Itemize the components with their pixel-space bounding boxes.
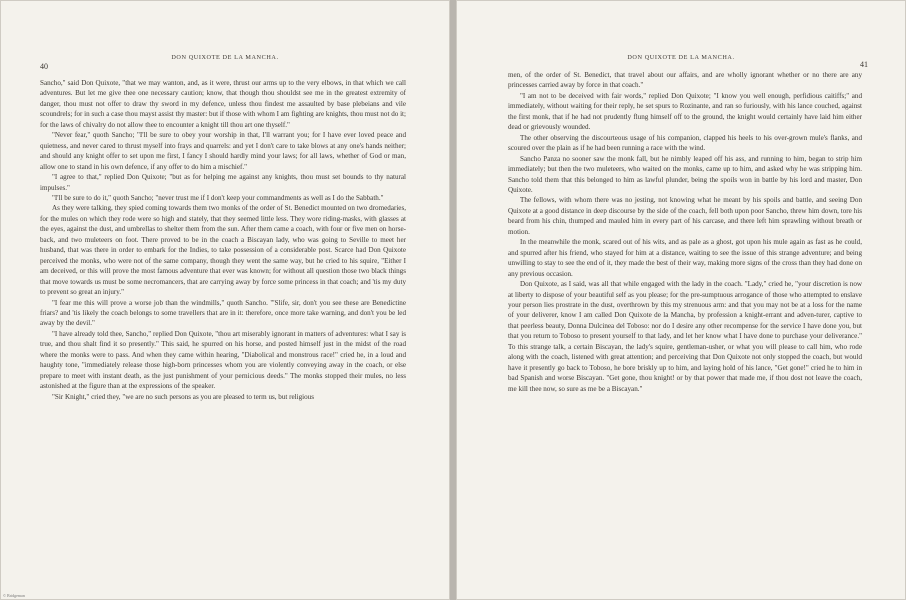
page-number-left: 40 — [40, 62, 48, 71]
paragraph: In the meanwhile the monk, scared out of his wits, and as pale as a ghost, got upon his mule again as fast as he could, and spurred after his friend, who stayed for him at a distance, waiting to see the issue of this strange adventure; and being unwilling to stay to see the end of it, they made the best of their way, making more signs of the cross than they had done on any previous occasion. — [508, 238, 862, 278]
page-number-right: 41 — [860, 60, 868, 69]
paragraph: "I agree to that," replied Don Quixote; "but as for helping me against any knights, thou must set bounds to thy natural impulses." — [40, 173, 406, 192]
paragraph: "I'll be sure to do it," quoth Sancho; "never trust me if I don't keep your commandments as well as I do the Sabbath." — [52, 193, 384, 202]
paragraph: "Sir Knight," cried they, "we are no such persons as you are pleased to term us, but religious — [52, 392, 314, 401]
paragraph: "I fear me this will prove a worse job than the windmills," quoth Sancho. "'Slife, sir, don't you see these are Benedictine friars? and 'tis likely the coach belongs to some travellers that are in it: therefore, once more take warning, and don't you be led away by the devil." — [40, 298, 406, 328]
copyright-mark: © Bridgeman — [3, 593, 25, 598]
paragraph: Don Quixote, as I said, was all that while engaged with the lady in the coach. "Lady," cried he, "your discretion is now at liberty to dispose of your beautiful self as you please; for the pre-sumptuous arrogance of those who attempted to enslave your person lies prostrate in the dust, overthrown by this my strenuous arm: and that you may not be at a loss for the name of your deliverer, know I am called Don Quixote de la Mancha, by profession a knight-errant and adven-turer, captive to that peerless beauty, Donna Dulcinea del Toboso: nor do I desire any other recompense for the service I have done you, but that you return to Toboso to present yourself to that lady, and let her know what I have done to purchase your deliverance." To this strange talk, a certain Biscayan, the lady's squire, gentleman-usher, or what you will please to call him, who rode along with the coach, listened with great attention; and perceiving that Don Quixote not only stopped the coach, but would have it presently go back to Toboso, he bore briskly up to him, and laying hold of his lance, "Get gone!" cried he to him in bad Spanish and worse Biscayan. "Get gone, thou knight! or by that power that made me, if thou dost not leave the coach, me kill thee now, so sure as me be a Biscayan." — [508, 280, 862, 393]
paragraph: Sancho," said Don Quixote, "that we may wanton, and, as it were, thrust our arms up to the very elbows, in that which we call adventures. But let me give thee one necessary caution; know, that though thou shouldst see me in the greatest extremity of danger, thou must not offer to draw thy sword in my defence, unless thou findest me assaulted by base plebeians and vile scoundrels; for in such a case thou mayst assist thy master: but if those with whom I am fighting are knights, thou must not do it; for the laws of chivalry do not allow thee to encounter a knight till thou art one thyself." — [40, 79, 406, 129]
paragraph: men, of the order of St. Benedict, that travel about our affairs, and are wholly ignorant whether or no there are any princesses carried away by force in that coach." — [508, 71, 862, 90]
running-header-right: DON QUIXOTE DE LA MANCHA. — [627, 54, 735, 61]
paragraph: "I am not to be deceived with fair words," replied Don Quixote; "I know you well enough, perfidious caitiffs;" and immediately, without waiting for their reply, he set spurs to Rozinante, and ran so furiously, with his lance couched, against the first monk, that if he had not prudently flung himself off to the ground, the knight would certainly have laid him either dead or grievously wounded. — [508, 91, 862, 132]
paragraph: As they were talking, they spied coming towards them two monks of the order of St. Benedict mounted on two dromedaries, for the mules on which they rode were so high and stately, that they seemed little less. They wore riding-masks, with glasses at the eyes, against the dust, and umbrellas to shelter them from the sun. After them came a coach, with four or five men on horse-back, and two muleteers on foot. There proved to be in the coach a Biscayan lady, who was going to Seville to meet her husband, that was there in order to embark for the Indies, to take possession of a considerable post. Scarce had Don Quixote perceived the monks, who were not of the same company, though they went the same way, but he cried to his squire, "Either I am deceived, or this will prove the most famous adventure that ever was known; for without all question those two black things that move towards us must be some necromancers, that are carrying away by force some princess in that coach; and 'tis my duty to prevent so great an injury." — [40, 204, 406, 297]
paragraph: Sancho Panza no sooner saw the monk fall, but he nimbly leaped off his ass, and running to him, began to strip him immediately; but then the two muleteers, who waited on the monks, came up to him, and asked why he was stripping him. Sancho told them that this belonged to him as lawful plunder, being the spoils won in battle by his lord and master, Don Quixote. — [508, 154, 862, 194]
right-page-body — [508, 70, 862, 394]
running-header-left: DON QUIXOTE DE LA MANCHA. — [171, 54, 279, 61]
left-page — [0, 0, 450, 600]
paragraph: "I have already told thee, Sancho," replied Don Quixote, "thou art miserably ignorant in matters of adventures: what I say is true, and thou shalt find it so presently." This said, he spurred on his horse, and posted himself just in the midst of the road where the monks were to pass. And when they came within hearing, "Diabolical and monstrous race!" cried he, in a loud and haughty tone, "immediately release those high-born princesses whom you are violently conveying away in the coach, or else prepare to meet with instant death, as the just punishment of your pernicious deeds." The monks stopped their mules, no less astonished at the figure than at the expressions of the speaker. — [40, 329, 406, 391]
paragraph: The other observing the discourteous usage of his companion, clapped his heels to his over-grown mule's flanks, and scoured over the plain as if he had been running a race with the wind. — [508, 133, 862, 153]
paragraph: "Never fear," quoth Sancho; "I'll be sure to obey your worship in that, I'll warrant you; for I have ever loved peace and quietness, and never cared to thrust myself into frays and quarrels: and yet I don't care to take blows at any one's hands neither; and should any knight offer to set upon me first, I fancy I should hardly mind your laws; for all laws, whether of God or man, allow one to stand in his own defence, if any offer to do him a mischief." — [40, 131, 406, 171]
right-page — [456, 0, 906, 600]
left-page-body — [40, 78, 406, 402]
paragraph: The fellows, with whom there was no jesting, not knowing what he meant by his spoils and battle, and seeing Don Quixote at a good distance in deep discourse by the side of the coach, fell both upon poor Sancho, threw him down, tore his beard from his chin, thumped and mauled him in every part of his carcase, and there left him sprawling without breath or motion. — [508, 196, 862, 236]
